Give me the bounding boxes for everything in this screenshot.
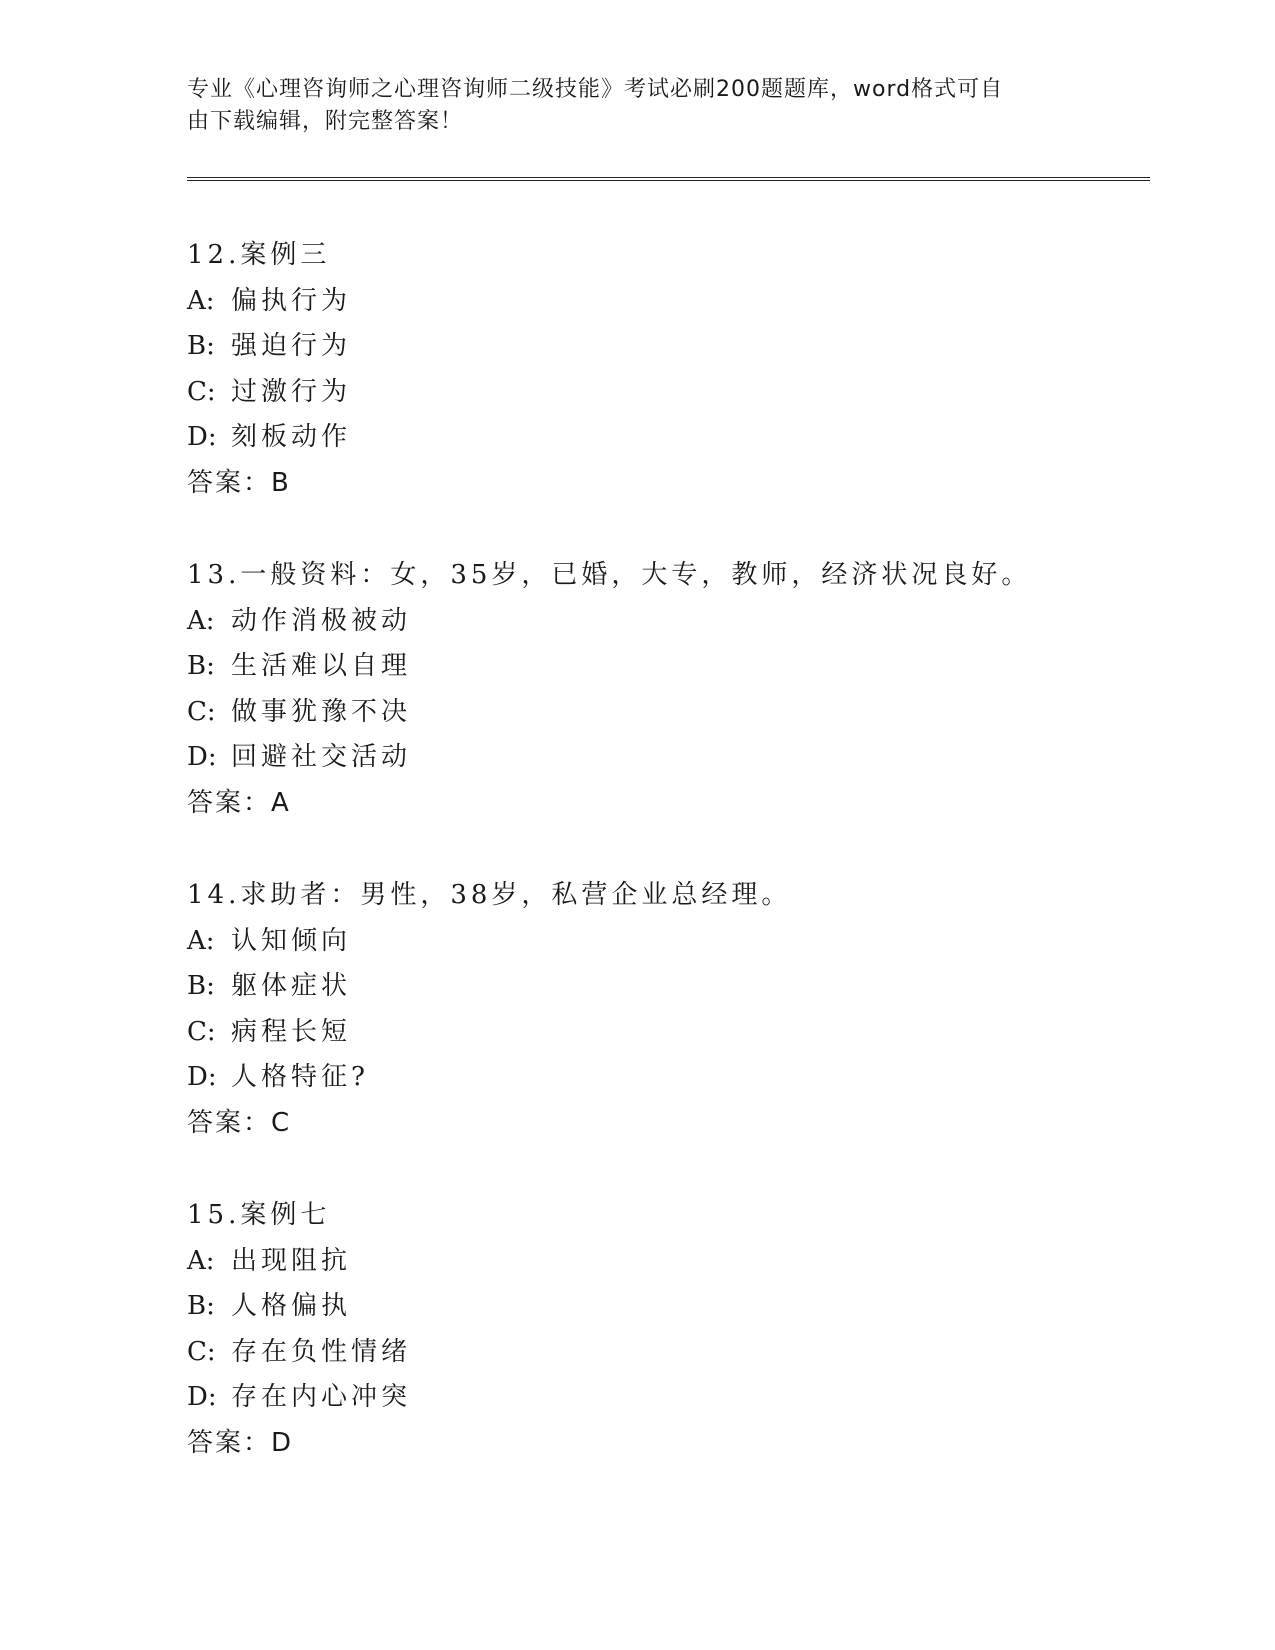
- option-label: A:: [187, 285, 215, 316]
- option-c: [187, 1330, 411, 1376]
- option-label: D:: [187, 742, 217, 772]
- question-14: [187, 873, 791, 1146]
- option-text: 回避社交活动: [231, 742, 412, 772]
- option-text: 强迫行为: [231, 331, 352, 361]
- option-text: 出现阻抗: [231, 1245, 352, 1276]
- option-text: 做事犹豫不决: [231, 696, 412, 727]
- option-a: [187, 919, 791, 965]
- option-text: 偏执行为: [231, 285, 352, 316]
- option-a: [187, 599, 1031, 645]
- option-label: A:: [187, 925, 215, 956]
- header-line-1: 专业《心理咨询师之心理咨询师二级技能》考试必刷200题题库，word格式可自: [187, 77, 1004, 102]
- answer: 答案：A: [187, 787, 291, 818]
- option-b: [187, 644, 1031, 690]
- question-title: 13.一般资料：女，35岁，已婚，大专，教师，经济状况良好。: [187, 560, 1032, 590]
- option-text: 人格特征?: [231, 1062, 369, 1092]
- option-c: [187, 690, 1031, 736]
- option-label: B:: [187, 1291, 215, 1321]
- option-label: B:: [187, 331, 215, 361]
- option-text: 躯体症状: [231, 971, 352, 1001]
- option-label: C:: [187, 1336, 216, 1367]
- option-text: 生活难以自理: [231, 651, 412, 681]
- header-double-rule: [187, 177, 1150, 181]
- answer: 答案：D: [187, 1427, 294, 1458]
- option-b: [187, 324, 351, 370]
- question-title: 15.案例七: [187, 1200, 331, 1230]
- option-label: A:: [187, 1245, 215, 1276]
- answer: 答案：B: [187, 467, 291, 498]
- option-b: [187, 964, 791, 1010]
- option-text: 病程长短: [231, 1016, 352, 1047]
- question-title: 14.求助者：男性，38岁，私营企业总经理。: [187, 880, 792, 910]
- option-c: [187, 1010, 791, 1056]
- option-b: [187, 1284, 411, 1330]
- document-header: [187, 74, 1087, 138]
- option-text: 动作消极被动: [231, 605, 412, 636]
- header-line-2: 由下载编辑，附完整答案！: [187, 109, 464, 134]
- option-label: C:: [187, 1016, 216, 1047]
- option-d: [187, 415, 351, 461]
- option-label: D:: [187, 422, 217, 452]
- option-label: B:: [187, 971, 215, 1001]
- question-title: 12.案例三: [187, 240, 331, 270]
- option-text: 存在负性情绪: [231, 1336, 412, 1367]
- option-d: [187, 1055, 791, 1101]
- option-text: 过激行为: [231, 376, 352, 407]
- question-13: [187, 553, 1031, 826]
- option-text: 认知倾向: [231, 925, 352, 956]
- option-d: [187, 1375, 411, 1421]
- option-label: A:: [187, 605, 215, 636]
- question-12: [187, 233, 351, 506]
- option-label: C:: [187, 696, 216, 727]
- option-text: 存在内心冲突: [231, 1382, 412, 1412]
- option-a: [187, 1239, 411, 1285]
- answer: 答案：C: [187, 1107, 292, 1138]
- option-text: 人格偏执: [231, 1291, 352, 1321]
- option-a: [187, 279, 351, 325]
- option-label: D:: [187, 1382, 217, 1412]
- option-d: [187, 735, 1031, 781]
- option-label: D:: [187, 1062, 217, 1092]
- option-text: 刻板动作: [231, 422, 352, 452]
- option-label: B:: [187, 651, 215, 681]
- question-15: [187, 1193, 411, 1466]
- option-c: [187, 370, 351, 416]
- option-label: C:: [187, 376, 216, 407]
